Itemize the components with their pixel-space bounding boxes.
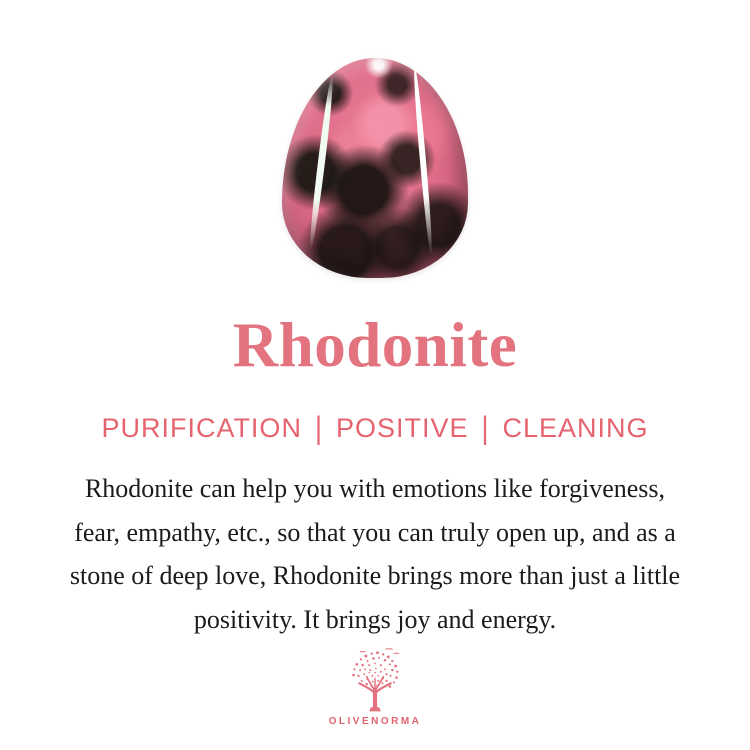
keyword-purification: PURIFICATION xyxy=(101,413,302,443)
keyword-separator: | xyxy=(481,410,490,446)
rhodonite-stone-image xyxy=(282,58,468,278)
keyword-separator: | xyxy=(314,410,323,446)
brand-name: OLIVENORMA xyxy=(328,716,422,727)
description-line: Rhodonite can help you with emotions like forgiveness, xyxy=(84,474,666,503)
bird-icon xyxy=(360,651,365,652)
page-title: Rhodonite xyxy=(232,310,518,380)
description-line: positivity. It brings joy and energy. xyxy=(193,604,557,634)
stone-image-area xyxy=(0,58,750,278)
bird-icon xyxy=(386,649,393,650)
bird-icon xyxy=(394,653,399,654)
keyword-cleaning: CLEANING xyxy=(502,413,649,443)
brand-logo xyxy=(329,647,422,727)
description-line: stone of deep love, Rhodonite brings more than just a little xyxy=(69,561,681,590)
tree-icon xyxy=(337,647,413,713)
keyword-list xyxy=(101,410,649,446)
description-line: fear, empathy, etc., so that you can truly open up, and as a xyxy=(74,517,676,547)
description-text xyxy=(0,467,750,641)
keyword-positive: POSITIVE xyxy=(335,413,469,443)
